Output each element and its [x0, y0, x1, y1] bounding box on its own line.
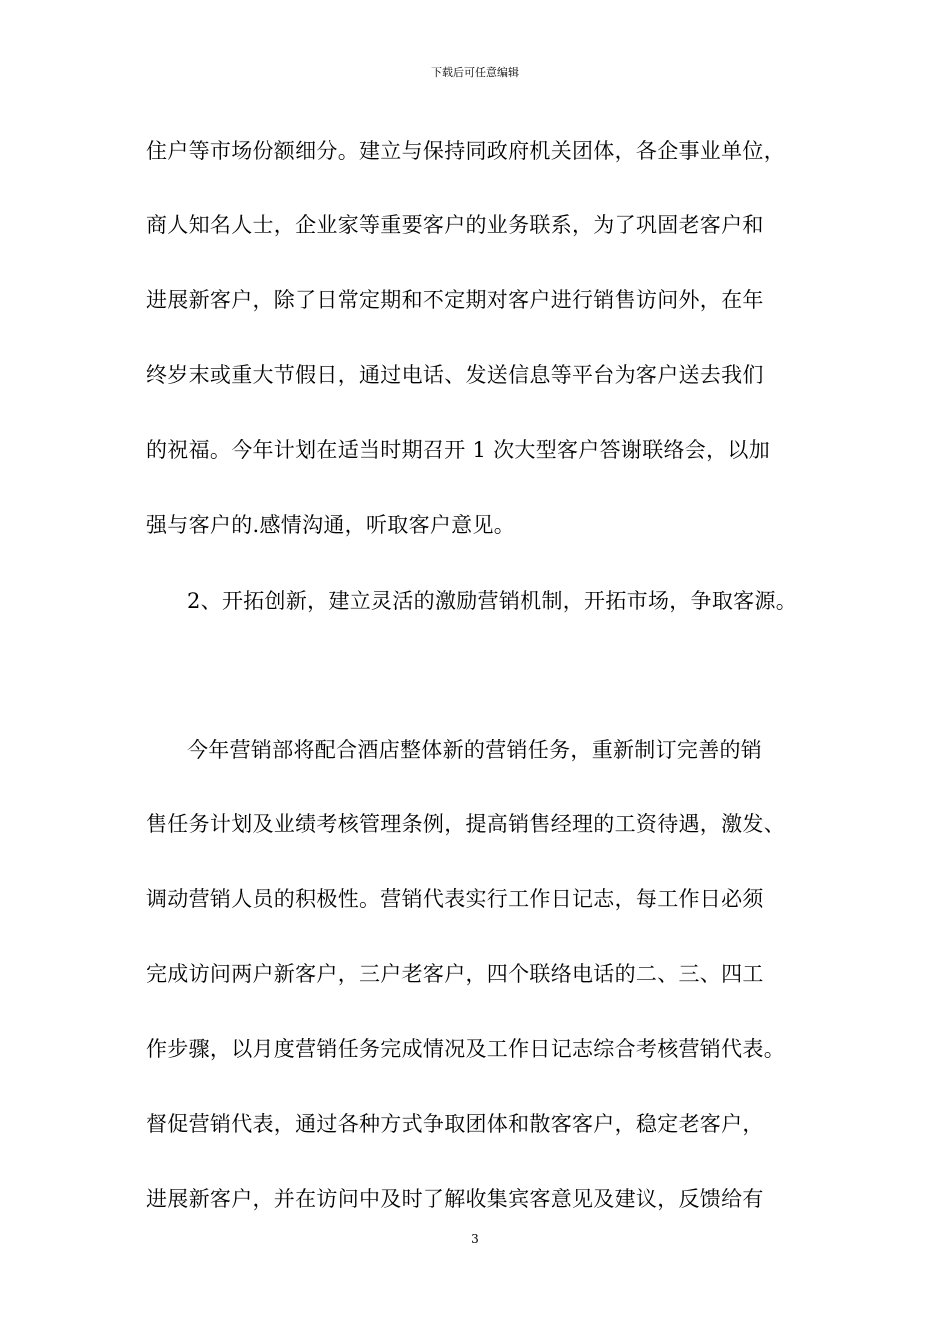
page-header: 下载后可任意编辑: [431, 66, 519, 79]
text-line: 调动营销人员的积极性。营销代表实行工作日记志，每工作日必须: [146, 887, 764, 911]
text-line: 商人知名人士，企业家等重要客户的业务联系，为了巩固老客户和: [146, 213, 764, 237]
text-line: 终岁末或重大节假日，通过电话、发送信息等平台为客户送去我们: [146, 363, 764, 387]
text-line: 进展新客户，除了日常定期和不定期对客户进行销售访问外，在年: [146, 288, 764, 312]
text-line: 售任务计划及业绩考核管理条例，提高销售经理的工资待遇，激发、: [146, 812, 785, 836]
text-line: 今年营销部将配合酒店整体新的营销任务，重新制订完善的销: [187, 738, 763, 762]
text-line: 的祝福。今年计划在适当时期召开 1 次大型客户答谢联络会，以加: [146, 438, 771, 462]
text-line: 住户等市场份额细分。建立与保持同政府机关团体，各企事业单位，: [146, 139, 785, 163]
text-line: 作步骤，以月度营销任务完成情况及工作日记志综合考核营销代表。: [146, 1037, 785, 1061]
section-heading: 2、开拓创新，建立灵活的激励营销机制，开拓市场，争取客源。: [187, 589, 798, 613]
page-number: 3: [471, 1232, 479, 1246]
text-line: 督促营销代表，通过各种方式争取团体和散客客户，稳定老客户，: [146, 1112, 764, 1136]
text-line: 进展新客户，并在访问中及时了解收集宾客意见及建议，反馈给有: [146, 1187, 764, 1211]
text-line: 完成访问两户新客户，三户老客户，四个联络电话的二、三、四工: [146, 962, 764, 986]
text-line: 强与客户的.感情沟通，听取客户意见。: [146, 513, 516, 537]
